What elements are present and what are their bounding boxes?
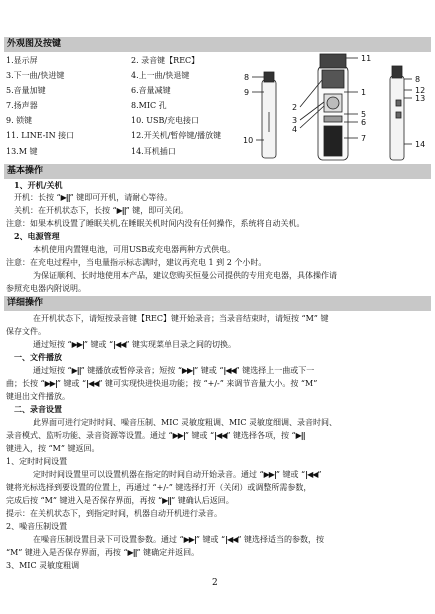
callout-label: 7 [361,134,367,143]
power-on-text: 开机：长按 “▶||” 键即可开机，请耐心等待。 [14,193,173,202]
section-header-detail: 详细操作 [4,296,431,311]
callout-label: 8 [244,73,250,82]
key-item: 12.开关机/暂停键/播放键 [131,131,222,140]
playback-title: 一、文件播放 [14,352,62,362]
paragraph-line: 在噪音压制设置目录下可设置参数。通过 “▶▶|” 键或 “|◀◀” 键选择适当的参数，按 [33,535,325,544]
callout-label: 13 [415,94,426,103]
callout-label: 11 [361,54,372,63]
prev-icon: |◀◀ [214,431,227,440]
section-header-appearance: 外观图及按键 [4,37,431,52]
paragraph-line: “M” 键进入是否保存界面，再按 “▶||” 键确定并返回。 [6,548,200,557]
play-pause-icon: ▶|| [162,496,172,505]
key-item: 6.音量减键 [131,86,171,95]
paragraph-line: 注意：在充电过程中，当电量指示标志满时，建议再充电 1 到 2 个小时。 [6,258,267,267]
power-note: 注意：如果本机设置了睡眠关机,在睡眠关机时间内没有任何操作，系统将自动关机。 [6,219,305,228]
callout-label: 5 [361,110,367,119]
callout-label: 4 [292,125,298,134]
display-screen [322,70,344,88]
paragraph-line: 通过短按 “▶▶|” 键或 “|◀◀” 键实现菜单目录之间的切换。 [33,340,237,349]
paragraph-line: 参照充电器内附说明。 [6,284,86,293]
recording-settings-title: 二、录音设置 [14,404,62,414]
callout-label: 10 [243,136,254,145]
callout-label: 2 [292,103,298,112]
callout-label: 1 [361,88,367,97]
next-icon: ▶▶| [181,366,195,375]
key-item: 8.MIC 孔 [131,101,167,110]
next-icon: ▶▶| [183,535,196,544]
key-item: 1.显示屏 [6,56,38,65]
next-icon: ▶▶| [172,431,185,440]
key-item: 7.扬声器 [6,101,38,110]
paragraph-line: 保存文件。 [6,327,46,336]
paragraph-line: 录音模式、监听功能、录音资源等设置。通过 “▶▶|” 键或 “|◀◀” 键选择各项，按 “▶|| [6,431,305,440]
callout-label: 6 [361,118,367,127]
paragraph-line: 本机使用内置锂电池，可用USB或充电器两种方式供电。 [33,245,236,254]
key-item: 4.上一曲/快退键 [131,71,190,80]
key-item: 11. LINE-IN 接口 [6,131,75,140]
next-icon: ▶▶| [263,470,276,479]
paragraph-line: 此界面可进行定时时间、噪音压制、MIC 灵敏度粗调、MIC 灵敏度细调、录音时间、 [33,418,338,427]
timer-setting-title: 1、定时时间设置 [6,457,68,466]
callout-label: 8 [415,75,421,84]
key-item: 10. USB/充电接口 [131,116,200,125]
play-pause-icon: ▶|| [116,206,126,215]
key-item: 5.音量加键 [6,86,46,95]
key-item: 2. 录音键【REC】 [131,56,200,65]
timer-note: 提示：在关机状态下，到指定时间，机器自动开机进行录音。 [6,509,222,518]
device-diagram [240,52,430,164]
callout-label: 3 [292,116,298,125]
next-icon: ▶▶| [71,340,84,349]
paragraph-line: 曲；长按 “▶▶|” 键或 “|◀◀” 键可实现快进快退功能；按 “+/-” 来调节音量大小。按 “M” [6,379,318,388]
power-off-text: 关机：在开机状态下，长按 “▶||” 键，即可关闭。 [14,206,189,215]
paragraph-line: 键将光标选择到要设置的位置上，再通过 “+/-” 键选择打开（关闭）或调整所需参数， [6,483,312,492]
prev-icon: |◀◀ [225,535,238,544]
play-pause-icon: ▶|| [60,193,70,202]
key-item: 9. 锁键 [6,116,33,125]
key-item: 3.下一曲/快进键 [6,71,65,80]
callout-label: 14 [415,140,426,149]
prev-icon: |◀◀ [86,379,99,388]
prev-icon: |◀◀ [305,470,318,479]
callout-label: 12 [415,86,426,95]
paragraph-line: 完成后按 “M” 键进入是否保存界面，再按 “▶||” 键确认后返回。 [6,496,234,505]
paragraph-line: 键退出文件播放。 [6,392,70,401]
power-mgmt-title: 2、电源管理 [14,231,60,241]
power-section-title: 1、开机/关机 [14,180,63,190]
play-pause-icon: ▶|| [71,366,81,375]
mic-coarse-title: 3、MIC 灵敏度粗调 [6,561,80,570]
next-icon: ▶▶| [44,379,57,388]
section-header-basic: 基本操作 [4,164,431,179]
paragraph-line: 键进入，按 “M” 键返回。 [6,444,100,453]
noise-setting-title: 2、噪音压制设置 [6,522,68,531]
play-pause-icon: ▶|| [295,431,305,440]
prev-icon: |◀◀ [113,340,126,349]
paragraph-line: 定时时间设置里可以设置机器在指定的时间自动开始录音。通过 “▶▶|” 键或 “|◀◀” [33,470,322,479]
page-number: 2 [212,578,218,588]
key-item: 13.M 键 [6,147,38,156]
paragraph-line: 为保证顺利、长时地使用本产品，建议您购买恒曼公司提供的专用充电器，具体操作请 [33,271,337,280]
prev-icon: |◀◀ [223,366,236,375]
paragraph-line: 通过短按 “▶||” 键播放或暂停录音；短按 “▶▶|” 键或 “|◀◀” 键选择上一曲或下一 [33,366,315,375]
callout-label: 9 [244,88,250,97]
play-pause-icon: ▶|| [127,548,137,557]
key-item: 14.耳机插口 [131,147,176,156]
paragraph-line: 在开机状态下，请短按录音键【REC】键开始录音；当录音结束时，请短按 “M” 键 [33,314,329,323]
